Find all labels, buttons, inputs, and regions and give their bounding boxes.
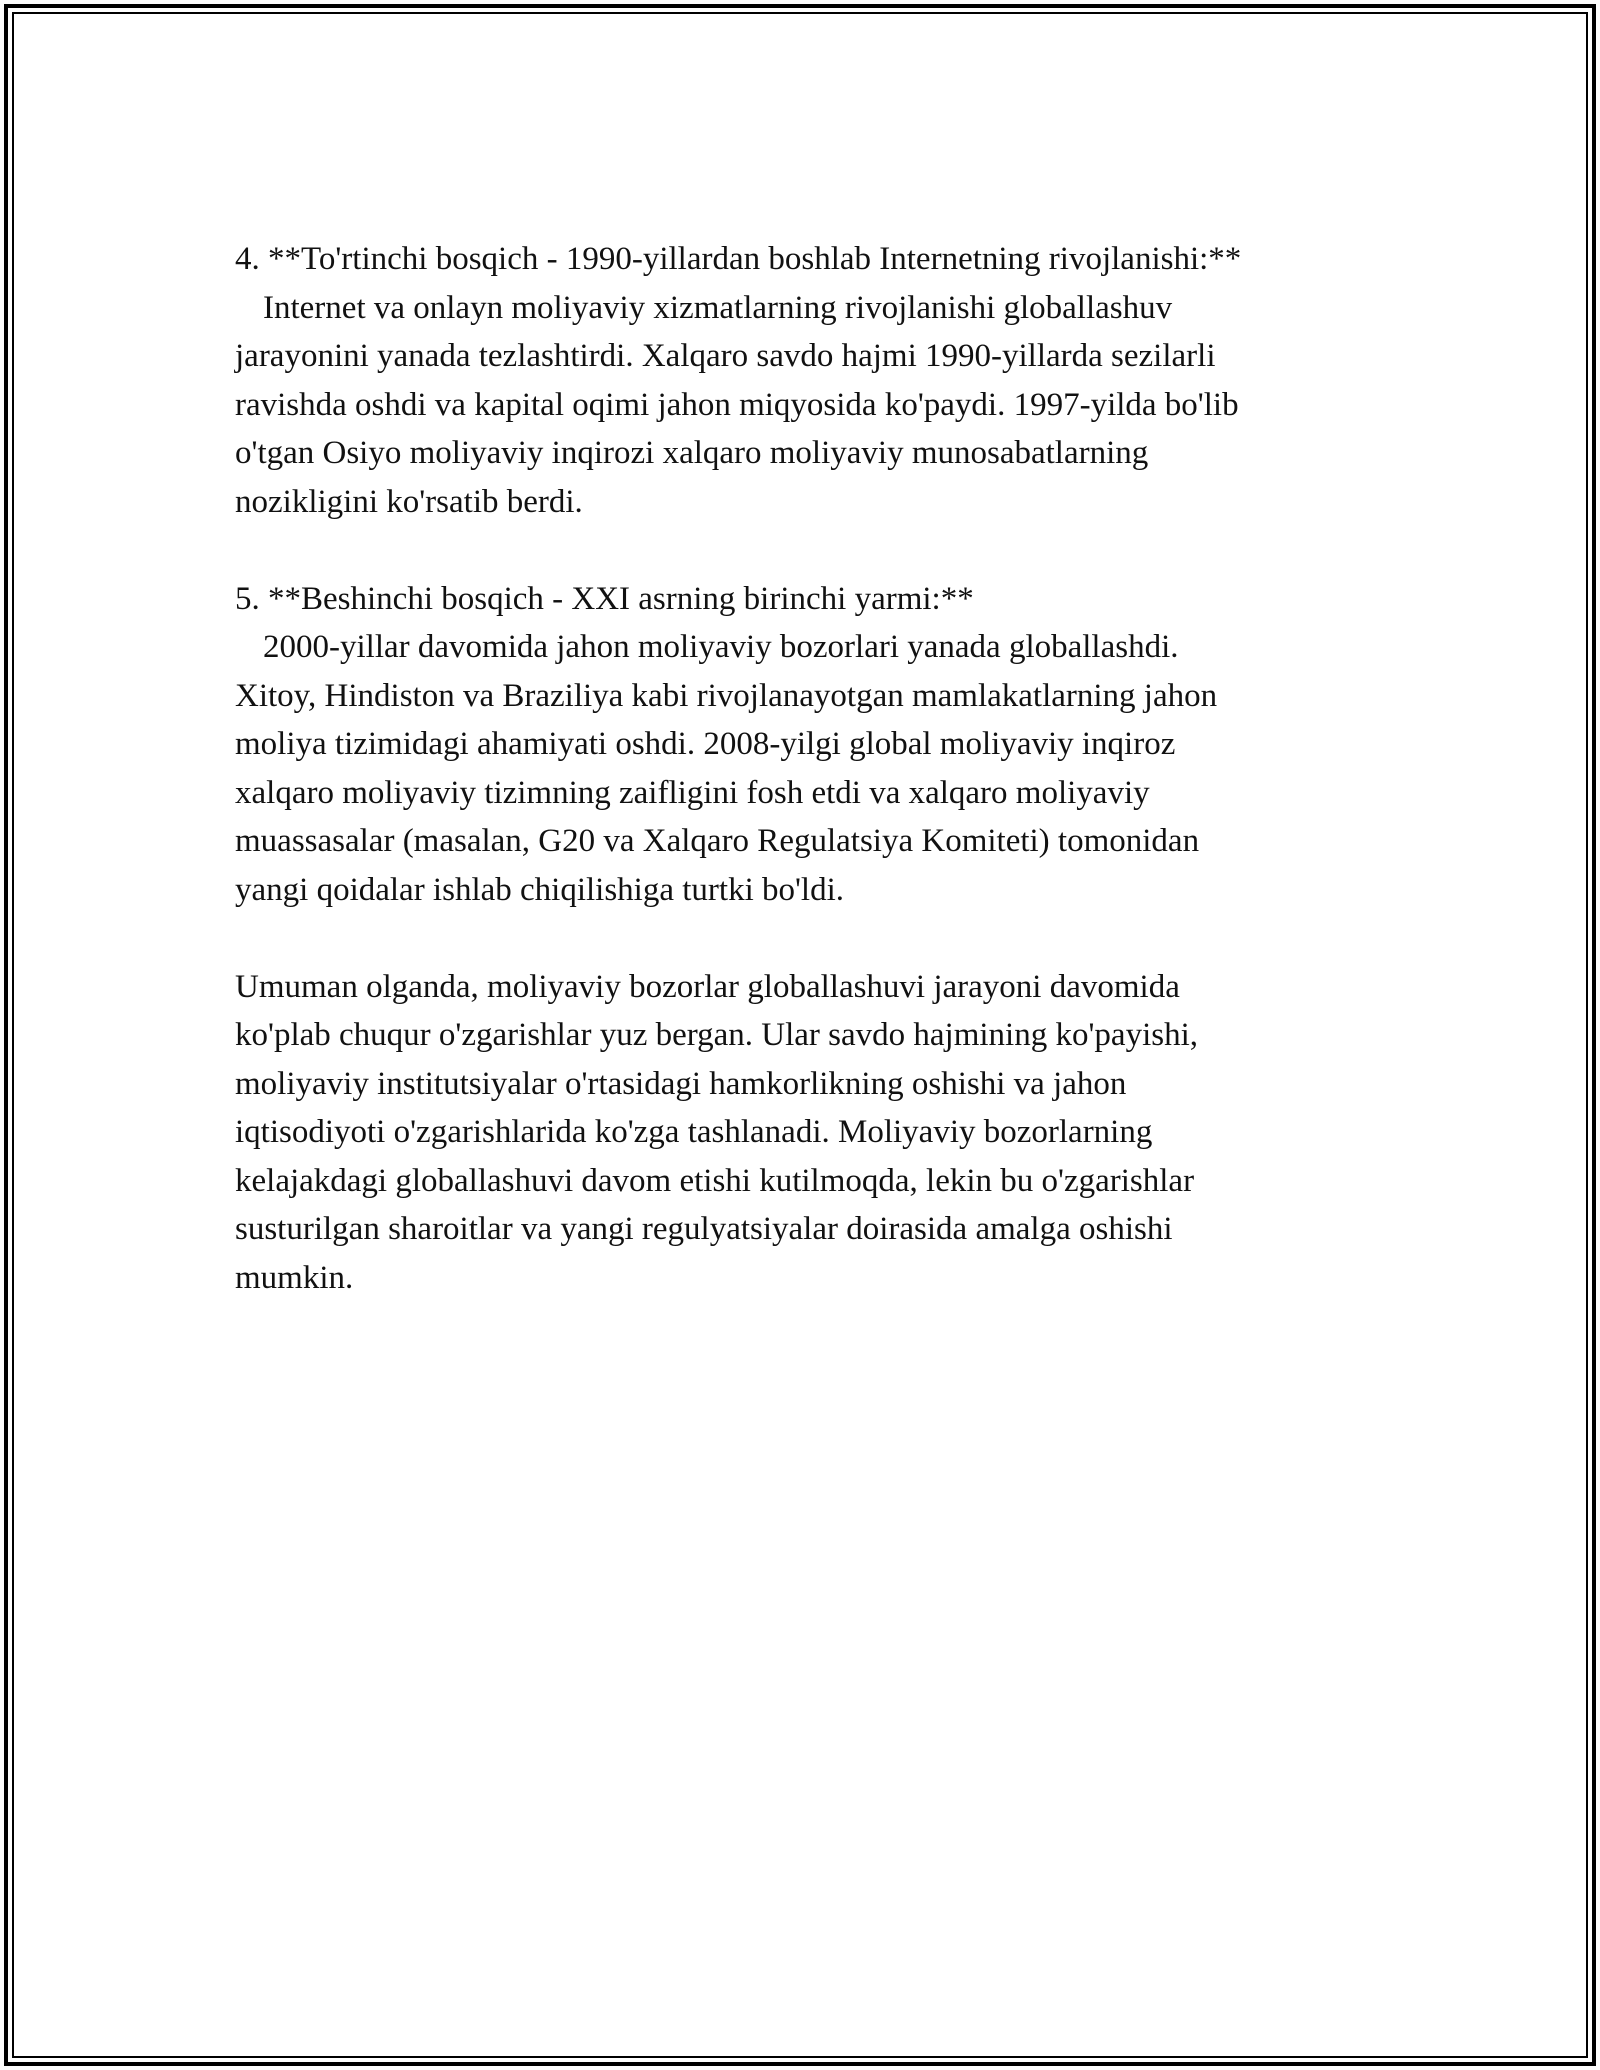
- paragraph-line: Umuman olganda, moliyaviy bozorlar globallashuvi jarayoni davomida: [235, 968, 1180, 1005]
- section-5: [235, 575, 1385, 915]
- paragraph-line: o'tgan Osiyo moliyaviy inqirozi xalqaro moliyaviy munosabatlarning: [235, 435, 1149, 471]
- paragraph-line: ravishda oshdi va kapital oqimi jahon miqyosida ko'paydi. 1997-yilda bo'lib: [235, 386, 1239, 423]
- paragraph-line: muassasalar (masalan, G20 va Xalqaro Regulatsiya Komiteti) tomonidan: [235, 823, 1200, 859]
- paragraph-line: moliya tizimidagi ahamiyati oshdi. 2008-yilgi global moliyaviy inqiroz: [235, 726, 1176, 762]
- conclusion-paragraph: [235, 963, 1385, 1303]
- paragraph-line: xalqaro moliyaviy tizimning zaifligini fosh etdi va xalqaro moliyaviy: [235, 774, 1150, 811]
- section-4: [235, 235, 1385, 526]
- paragraph-line: iqtisodiyoti o'zgarishlarida ko'zga tashlanadi. Moliyaviy bozorlarning: [235, 1114, 1153, 1150]
- section-heading: 4. **To'rtinchi bosqich - 1990-yillardan boshlab Internetning rivojlanishi:**: [235, 241, 1242, 277]
- paragraph-line: kelajakdagi globallashuvi davom etishi kutilmoqda, lekin bu o'zgarishlar: [235, 1162, 1195, 1199]
- paragraph-line: jarayonini yanada tezlashtirdi. Xalqaro savdo hajmi 1990-yillarda sezilarli: [235, 338, 1216, 374]
- paragraph-line: moliyaviy institutsiyalar o'rtasidagi hamkorlikning oshishi va jahon: [235, 1065, 1127, 1102]
- paragraph-line: Xitoy, Hindiston va Braziliya kabi rivojlanayotgan mamlakatlarning jahon: [235, 677, 1218, 714]
- paragraph-line: nozikligini ko'rsatib berdi.: [235, 483, 583, 520]
- document-body: [235, 235, 1385, 1351]
- paragraph-line: yangi qoidalar ishlab chiqilishiga turtki bo'ldi.: [235, 871, 845, 908]
- paragraph-line: 2000-yillar davomida jahon moliyaviy bozorlari yanada globallashdi.: [263, 629, 1179, 665]
- section-heading: 5. **Beshinchi bosqich - XXI asrning birinchi yarmi:**: [235, 580, 974, 617]
- paragraph-line: Internet va onlayn moliyaviy xizmatlarning rivojlanishi globallashuv: [263, 289, 1173, 326]
- paragraph-line: mumkin.: [235, 1259, 354, 1296]
- paragraph-line: susturilgan sharoitlar va yangi regulyatsiyalar doirasida amalga oshishi: [235, 1211, 1173, 1247]
- paragraph-line: ko'plab chuqur o'zgarishlar yuz bergan. Ular savdo hajmining ko'payishi,: [235, 1017, 1198, 1053]
